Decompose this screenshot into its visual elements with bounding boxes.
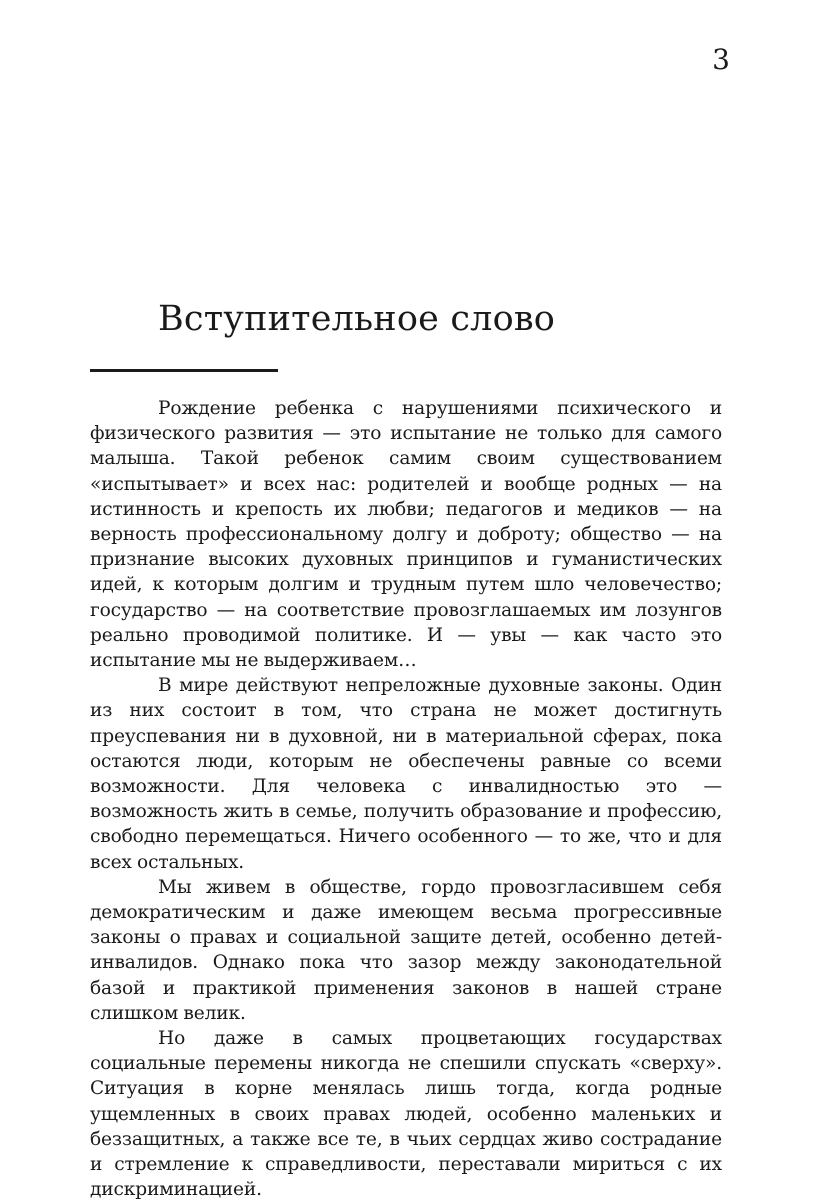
chapter-title: Вступительное слово: [158, 299, 556, 339]
paragraph-4: Но даже в самых процветающих государствах социальные перемены никогда не спешили спускать «сверху». Ситуация в корне менялась лишь тогда, когда родные ущемленных в своих правах людей, особенно маленьких и беззащитных, а также все те, в чьих сердцах живо сострадание и стремление к справедливости, переставали мириться с их дискриминацией.: [90, 1028, 722, 1201]
paragraph-2: В мире действуют непреложные духовные законы. Один из них состоит в том, что страна не может достигнуть преуспевания ни в духовной, ни в материальной сферах, пока остаются люди, которым не обеспечены равные со всеми возможности. Для человека с инвалидностью это — возможность жить в семье, получить образование и профессию, свободно перемещаться. Ничего особенного — то же, что и для всех остальных.: [90, 675, 722, 873]
title-underline-rule: [90, 369, 278, 372]
body-text: [90, 396, 722, 1203]
page-number: 3: [712, 43, 730, 76]
paragraph-3: Мы живем в обществе, гордо провозгласившем себя демократическим и даже имеющем весьма прогрессивные законы о правах и социальной защите детей, особенно детей-инвалидов. Однако пока что зазор между законодательной базой и практикой применения законов в нашей стране слишком велик.: [90, 876, 722, 1024]
paragraph-1: Рождение ребенка с нарушениями психического и физического развития — это испытание не только для самого малыша. Такой ребенок самим своим существованием «испытывает» и всех нас: родителей и вообще родных — на истинность и крепость их любви; педагогов и медиков — на верность профессиональному долгу и доброту; общество — на признание высоких духовных принципов и гуманистических идей, к которым долгим и трудным путем шло человечество; государство — на соответствие провозглашаемых им лозунгов реально проводимой политике. И — увы — как часто это испытание мы не выдерживаем…: [90, 398, 722, 672]
